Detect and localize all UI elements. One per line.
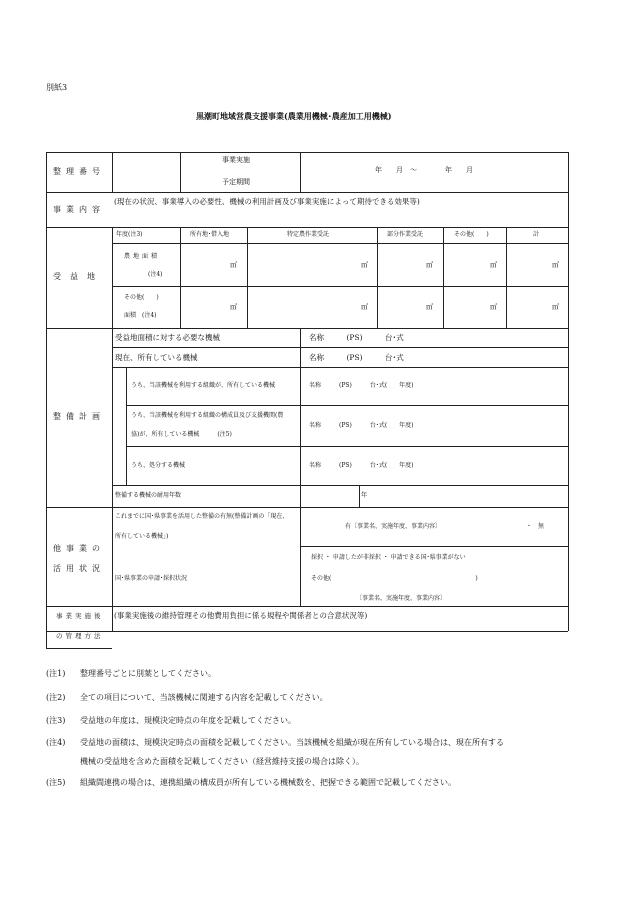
land-label: 受益地 (53, 272, 104, 281)
land-header-total: 計 (533, 231, 540, 238)
content-text: (現在の状況、事業導入の必要性、機械の利用計画及び事業実施によって期待できる効果等) (114, 197, 420, 206)
unit-m2: ㎡ (426, 261, 433, 269)
plan-sub3-name: 名称 (PS) 台･式( 年度) (309, 462, 414, 469)
plan-label: 整備計画 (53, 412, 105, 421)
note-text: 組織間連携の場合は、連携組織の構成員が所有している機械数を、把握できる範囲で記載してください。 (80, 778, 456, 787)
unit-m2: ㎡ (230, 261, 237, 269)
other-label-2: 活用状況 (53, 564, 105, 573)
note-num: (注1) (46, 669, 66, 678)
unit-m2: ㎡ (361, 303, 368, 311)
plan-required-name: 名称 (PS) 台･式 (309, 333, 404, 342)
content-label: 事業内容 (53, 205, 105, 214)
mgmt-label-2: の管理方法 (56, 632, 104, 640)
mgmt-text: (事業実施後の維持管理その他費用負担に係る規程や関係者との合意状況等) (114, 611, 368, 620)
mgmt-label-1: 事業実施後 (56, 612, 104, 620)
unit-m2: ㎡ (490, 261, 497, 269)
period-value: 年 月 ～ 年 月 (375, 166, 473, 174)
row-number-label: 整理番号 (53, 167, 105, 176)
note-text: 全ての項目について、当該機械に関連する内容を記載してください。 (80, 693, 328, 702)
land-header-specific: 特定農作業受託 (287, 231, 330, 238)
plan-current-name: 名称 (PS) 台･式 (309, 353, 404, 362)
period-label-2: 予定期間 (222, 178, 250, 186)
land-header-owned: 所有地･借入地 (190, 231, 230, 238)
unit-m2: ㎡ (361, 261, 368, 269)
plan-sub2-line1: うち、当該機械を利用する組織の構成員及び支援機関(農 (131, 412, 284, 419)
note-text: 受益地の年度は、規模決定時点の年度を記載してください。 (80, 716, 296, 725)
land-header-partial: 部分作業受託 (387, 231, 424, 238)
plan-sub3: うち、処分する機械 (131, 462, 186, 469)
other-apply-options: 採択 ・ 申請したが非採択 ・ 申請できる国･県事業がない (311, 554, 466, 561)
plan-required: 受益地面積に対する必要な機械 (115, 333, 220, 342)
unit-m2: ㎡ (552, 261, 559, 269)
other-apply-other: その他( ) (311, 575, 478, 582)
note-num: (注3) (46, 716, 66, 725)
other-past-answer: 有〔事業名、実施年度、事業内容〕 (345, 523, 442, 530)
attachment-label: 別紙3 (46, 83, 68, 92)
unit-m2: ㎡ (552, 303, 559, 311)
land-row1-note: (注4) (148, 271, 163, 278)
plan-sub1-name: 名称 (PS) 台･式( 年度) (309, 382, 414, 389)
unit-m2: ㎡ (426, 303, 433, 311)
other-past-none: ・ 無 (526, 523, 545, 530)
plan-durable-year: 年 (361, 492, 368, 499)
other-past-line1: これまでに国･県事業を活用した整備の有無(整備計画の「現在、 (115, 513, 289, 520)
note-num: (注4) (46, 738, 66, 747)
note-num: (注2) (46, 693, 66, 702)
plan-sub2-name: 名称 (PS) 台･式( 年度) (309, 422, 414, 429)
other-past-line2: 所有している機械」) (115, 533, 169, 540)
plan-sub2-line2: 協)が、所有している機械 (注5) (131, 431, 232, 438)
plan-current: 現在、所有している機械 (115, 353, 198, 362)
other-apply-detail: 〔事業名、実施年度、事業内容〕 (356, 595, 447, 602)
unit-m2: ㎡ (230, 303, 237, 311)
land-header-year: 年度(注3) (116, 231, 143, 238)
plan-sub1: うち、当該機械を利用する組織が、所有している機械 (131, 382, 276, 389)
other-apply: 国･県事業の申請･採択状況 (115, 575, 188, 582)
land-row2-note: 面積 (注4) (124, 312, 157, 319)
land-row1-label: 農地面積 (124, 253, 161, 260)
note-text: 整理番号ごとに別葉としてください。 (80, 669, 216, 678)
plan-durable: 整備する機械の耐用年数 (115, 492, 182, 499)
other-label-1: 他事業の (53, 544, 105, 553)
land-row2-label: その他( ) (124, 294, 159, 301)
land-header-other: その他( ) (454, 231, 489, 238)
note-text: 受益地の面積は、規模決定時点の面積を記載してください。当該機械を組織が現在所有している場合は、現在所有する (80, 738, 504, 747)
note-text: 機械の受益地を含めた面積を記載してください（経営維持支援の場合は除く）。 (80, 757, 364, 766)
note-num: (注5) (46, 778, 66, 787)
unit-m2: ㎡ (490, 303, 497, 311)
doc-title: 黒潮町地域営農支援事業(農業用機械･農産加工用機械) (196, 111, 392, 121)
period-label-1: 事業実施 (222, 156, 250, 164)
